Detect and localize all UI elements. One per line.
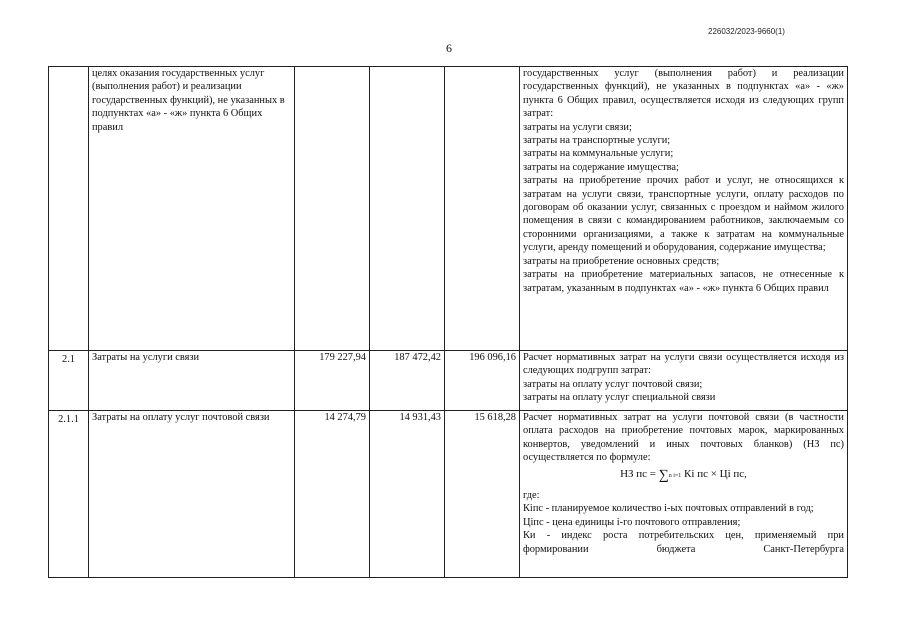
description-line: Расчет нормативных затрат на услуги почтовой связи (в частности оплата расходов на приобретение почтовых марок, маркированных конвертов, уведомлений и иных почтовых бланков) (НЗ пс) осуществляется по формуле:	[523, 412, 844, 464]
description-line: затраты на приобретение основных средств;	[523, 255, 720, 267]
value-year-2	[370, 67, 445, 351]
description-line: государственных услуг (выполнения работ) и реализации государственных функций), не указанных в подпунктах «а» - «ж» пункта 6 Общих правил, осуществляется исходя из следующих групп затрат:	[523, 68, 844, 120]
sum-limits: n i=1	[668, 472, 682, 479]
cost-table	[48, 66, 848, 578]
table-row	[49, 67, 848, 351]
row-number: 2.1	[49, 351, 89, 411]
description-line: затраты на коммунальные услуги;	[523, 148, 674, 160]
row-description	[520, 67, 848, 351]
table-row	[49, 351, 848, 411]
value-year-2: 187 472,42	[370, 351, 445, 411]
description-line: затраты на оплату услуг специальной связи	[523, 392, 716, 404]
description-line: Ки - индекс роста потребительских цен, применяемый при формировании бюджета Санкт-Петербурга	[523, 530, 844, 555]
description-line: затраты на оплату услуг почтовой связи;	[523, 378, 703, 390]
row-description	[520, 411, 848, 578]
page-number: 6	[446, 41, 452, 55]
formula	[523, 468, 844, 483]
sum-symbol: ∑	[658, 467, 669, 483]
description-line: затраты на услуги связи;	[523, 121, 632, 133]
value-year-1: 179 227,94	[295, 351, 370, 411]
value-year-3: 15 618,28	[445, 411, 520, 578]
description-line: затраты на приобретение материальных запасов, не отнесенные к затратам, указанным в подпунктах «а» - «ж» пункта 6 Общих правил	[523, 269, 844, 294]
value-year-3: 196 096,16	[445, 351, 520, 411]
description-line: затраты на приобретение прочих работ и услуг, не относящихся к затратам на услуги связи, транспортные услуги, оплату расходов по договорам об оказании услуг, связанных с проездом и наймом жилого помещения в связи с командированием работников, заключаемым со сторонними организациями, а также к затратам на коммунальные услуги, аренду помещений и оборудования, содержание имущества;	[523, 175, 844, 254]
value-year-1: 14 274,79	[295, 411, 370, 578]
document-id: 226032/2023-9660(1)	[708, 27, 785, 36]
value-year-2: 14 931,43	[370, 411, 445, 578]
description-line: Расчет нормативных затрат на услуги связи осуществляется исходя из следующих подгрупп затрат:	[523, 352, 844, 377]
value-year-3	[445, 67, 520, 351]
description-line: затраты на транспортные услуги;	[523, 135, 671, 147]
description-line: Кiпс - планируемое количество i-ых почтовых отправлений в год;	[523, 503, 814, 515]
row-name: целях оказания государственных услуг (выполнения работ) и реализации государственных функций), не указанных в подпунктах «а» - «ж» пункта 6 Общих правил	[89, 67, 295, 351]
row-number: 2.1.1	[49, 411, 89, 578]
formula-rhs: Кi пс × Цi пс,	[684, 467, 747, 480]
row-name: Затраты на оплату услуг почтовой связи	[89, 411, 295, 578]
row-name: Затраты на услуги связи	[89, 351, 295, 411]
row-number	[49, 67, 89, 351]
description-line: где:	[523, 490, 540, 502]
description-line: затраты на содержание имущества;	[523, 161, 679, 173]
formula-lhs: НЗ пс =	[620, 467, 656, 480]
description-line: Цiпс - цена единицы i-го почтового отправления;	[523, 516, 741, 528]
row-description	[520, 351, 848, 411]
table-row	[49, 411, 848, 578]
value-year-1	[295, 67, 370, 351]
